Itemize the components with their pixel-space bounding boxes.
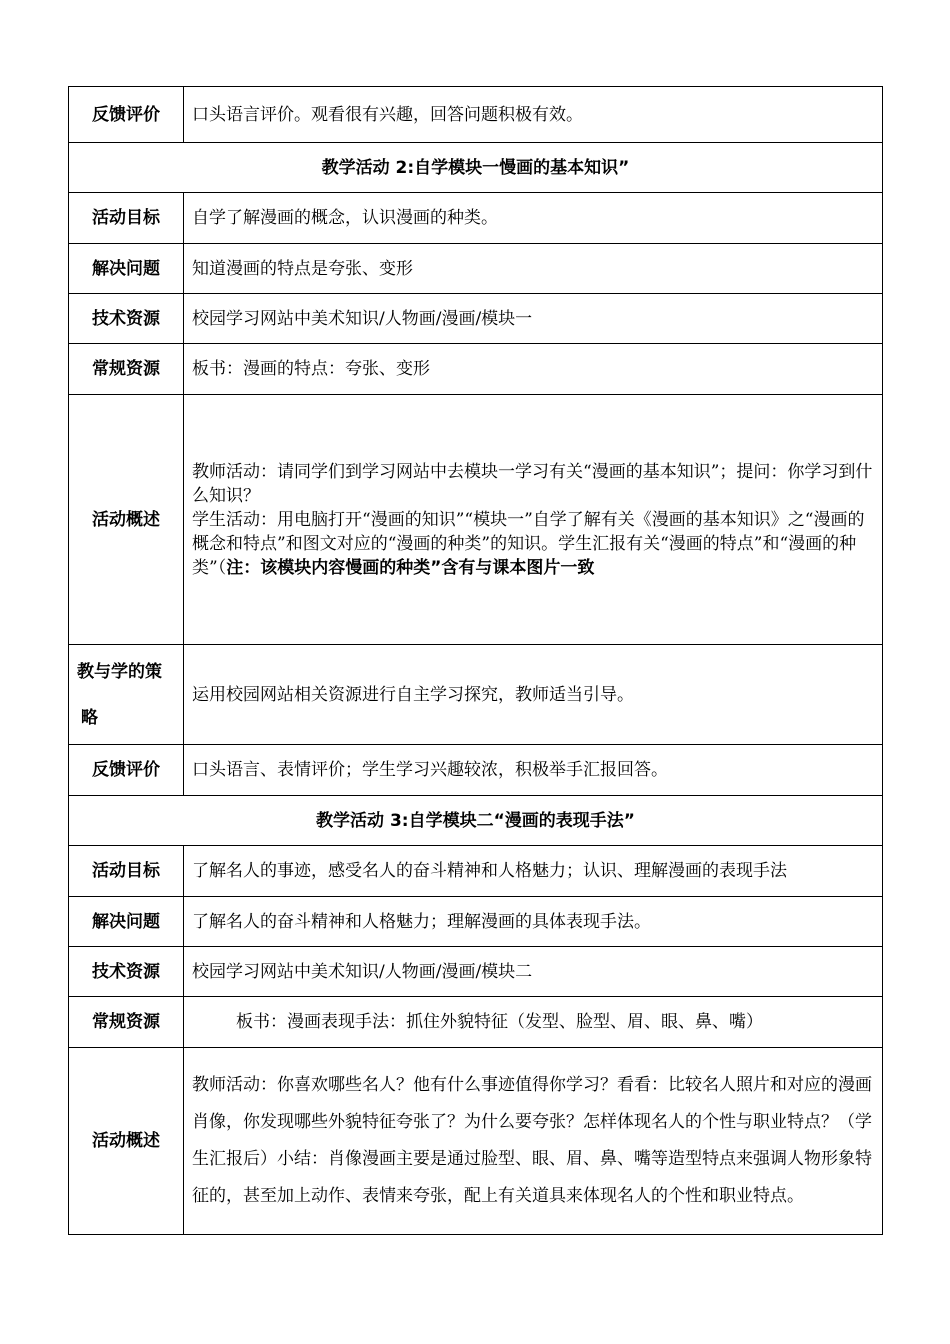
row-label: 活动目标: [69, 846, 184, 897]
row-label: 活动概述: [69, 395, 184, 645]
activity-header-row: [69, 796, 883, 846]
table-row: [69, 294, 883, 344]
table-row: [69, 947, 883, 997]
row-value: 自学了解漫画的概念，认识漫画的种类。: [184, 193, 883, 244]
row-label: 反馈评价: [69, 87, 184, 143]
row-label: 常规资源: [69, 344, 184, 395]
row-label: 反馈评价: [69, 745, 184, 796]
note-text: 注：该模块内容慢画的种类”含有与课本图片一致: [226, 557, 595, 578]
strategy-label-line2: 略: [81, 707, 98, 728]
student-activity-text: 学生活动：用电脑打开“漫画的知识”“模块一”自学了解有关《漫画的基本知识》之“漫画的概念和特点”和图文对应的“漫画的种类”的知识。学生汇报有关“漫画的特点”和“漫画的种类”（: [192, 509, 865, 578]
row-label: 解决问题: [69, 897, 184, 947]
row-label: 技术资源: [69, 947, 184, 997]
table-row: [69, 87, 883, 143]
table-row: [69, 645, 883, 745]
table-row: [69, 745, 883, 796]
row-value: 板书：漫画的特点：夸张、变形: [184, 344, 883, 395]
row-value: 知道漫画的特点是夸张、变形: [184, 244, 883, 294]
row-label: 常规资源: [69, 997, 184, 1048]
lesson-plan-table: [68, 86, 883, 1235]
table-row: [69, 244, 883, 294]
row-value: 口头语言评价。观看很有兴趣，回答问题积极有效。: [184, 87, 883, 143]
row-value: 板书：漫画表现手法：抓住外貌特征（发型、脸型、眉、眼、鼻、嘴）: [184, 997, 883, 1048]
row-label: 活动概述: [69, 1048, 184, 1235]
table-row: [69, 344, 883, 395]
row-value: 了解名人的事迹，感受名人的奋斗精神和人格魅力；认识、理解漫画的表现手法: [184, 846, 883, 897]
row-value: 了解名人的奋斗精神和人格魅力；理解漫画的具体表现手法。: [184, 897, 883, 947]
table-row: [69, 1048, 883, 1235]
activity-3-header: 教学活动 3:自学模块二“漫画的表现手法”: [69, 796, 883, 846]
activity-overview-cell: [184, 395, 883, 645]
table-row: [69, 897, 883, 947]
teacher-activity-text: 教师活动：请同学们到学习网站中去模块一学习有关“漫画的基本知识”；提问：你学习到什么知识？: [192, 461, 873, 506]
strategy-label-line1: 教与学的策: [77, 661, 162, 682]
table-row: [69, 193, 883, 244]
row-label: 活动目标: [69, 193, 184, 244]
row-value: 校园学习网站中美术知识/人物画/漫画/模块一: [184, 294, 883, 344]
table-row: [69, 846, 883, 897]
activity-2-header: 教学活动 2:自学模块一慢画的基本知识”: [69, 143, 883, 193]
row-label: 解决问题: [69, 244, 184, 294]
row-value: 口头语言、表情评价；学生学习兴趣较浓，积极举手汇报回答。: [184, 745, 883, 796]
row-value: 运用校园网站相关资源进行自主学习探究，教师适当引导。: [184, 645, 883, 745]
row-label: 技术资源: [69, 294, 184, 344]
table-row: [69, 997, 883, 1048]
row-value: 校园学习网站中美术知识/人物画/漫画/模块二: [184, 947, 883, 997]
activity-header-row: [69, 143, 883, 193]
row-label: [69, 645, 184, 745]
row-value: 教师活动：你喜欢哪些名人？他有什么事迹值得你学习？看看：比较名人照片和对应的漫画肖像，你发现哪些外貌特征夸张了？为什么要夸张？怎样体现名人的个性与职业特点？（学生汇报后）小结：肖像漫画主要是通过脸型、眼、眉、鼻、嘴等造型特点来强调人物形象特征的，甚至加上动作、表情来夸张，配上有关道具来体现名人的个性和职业特点。: [184, 1048, 883, 1235]
table-row: [69, 395, 883, 645]
